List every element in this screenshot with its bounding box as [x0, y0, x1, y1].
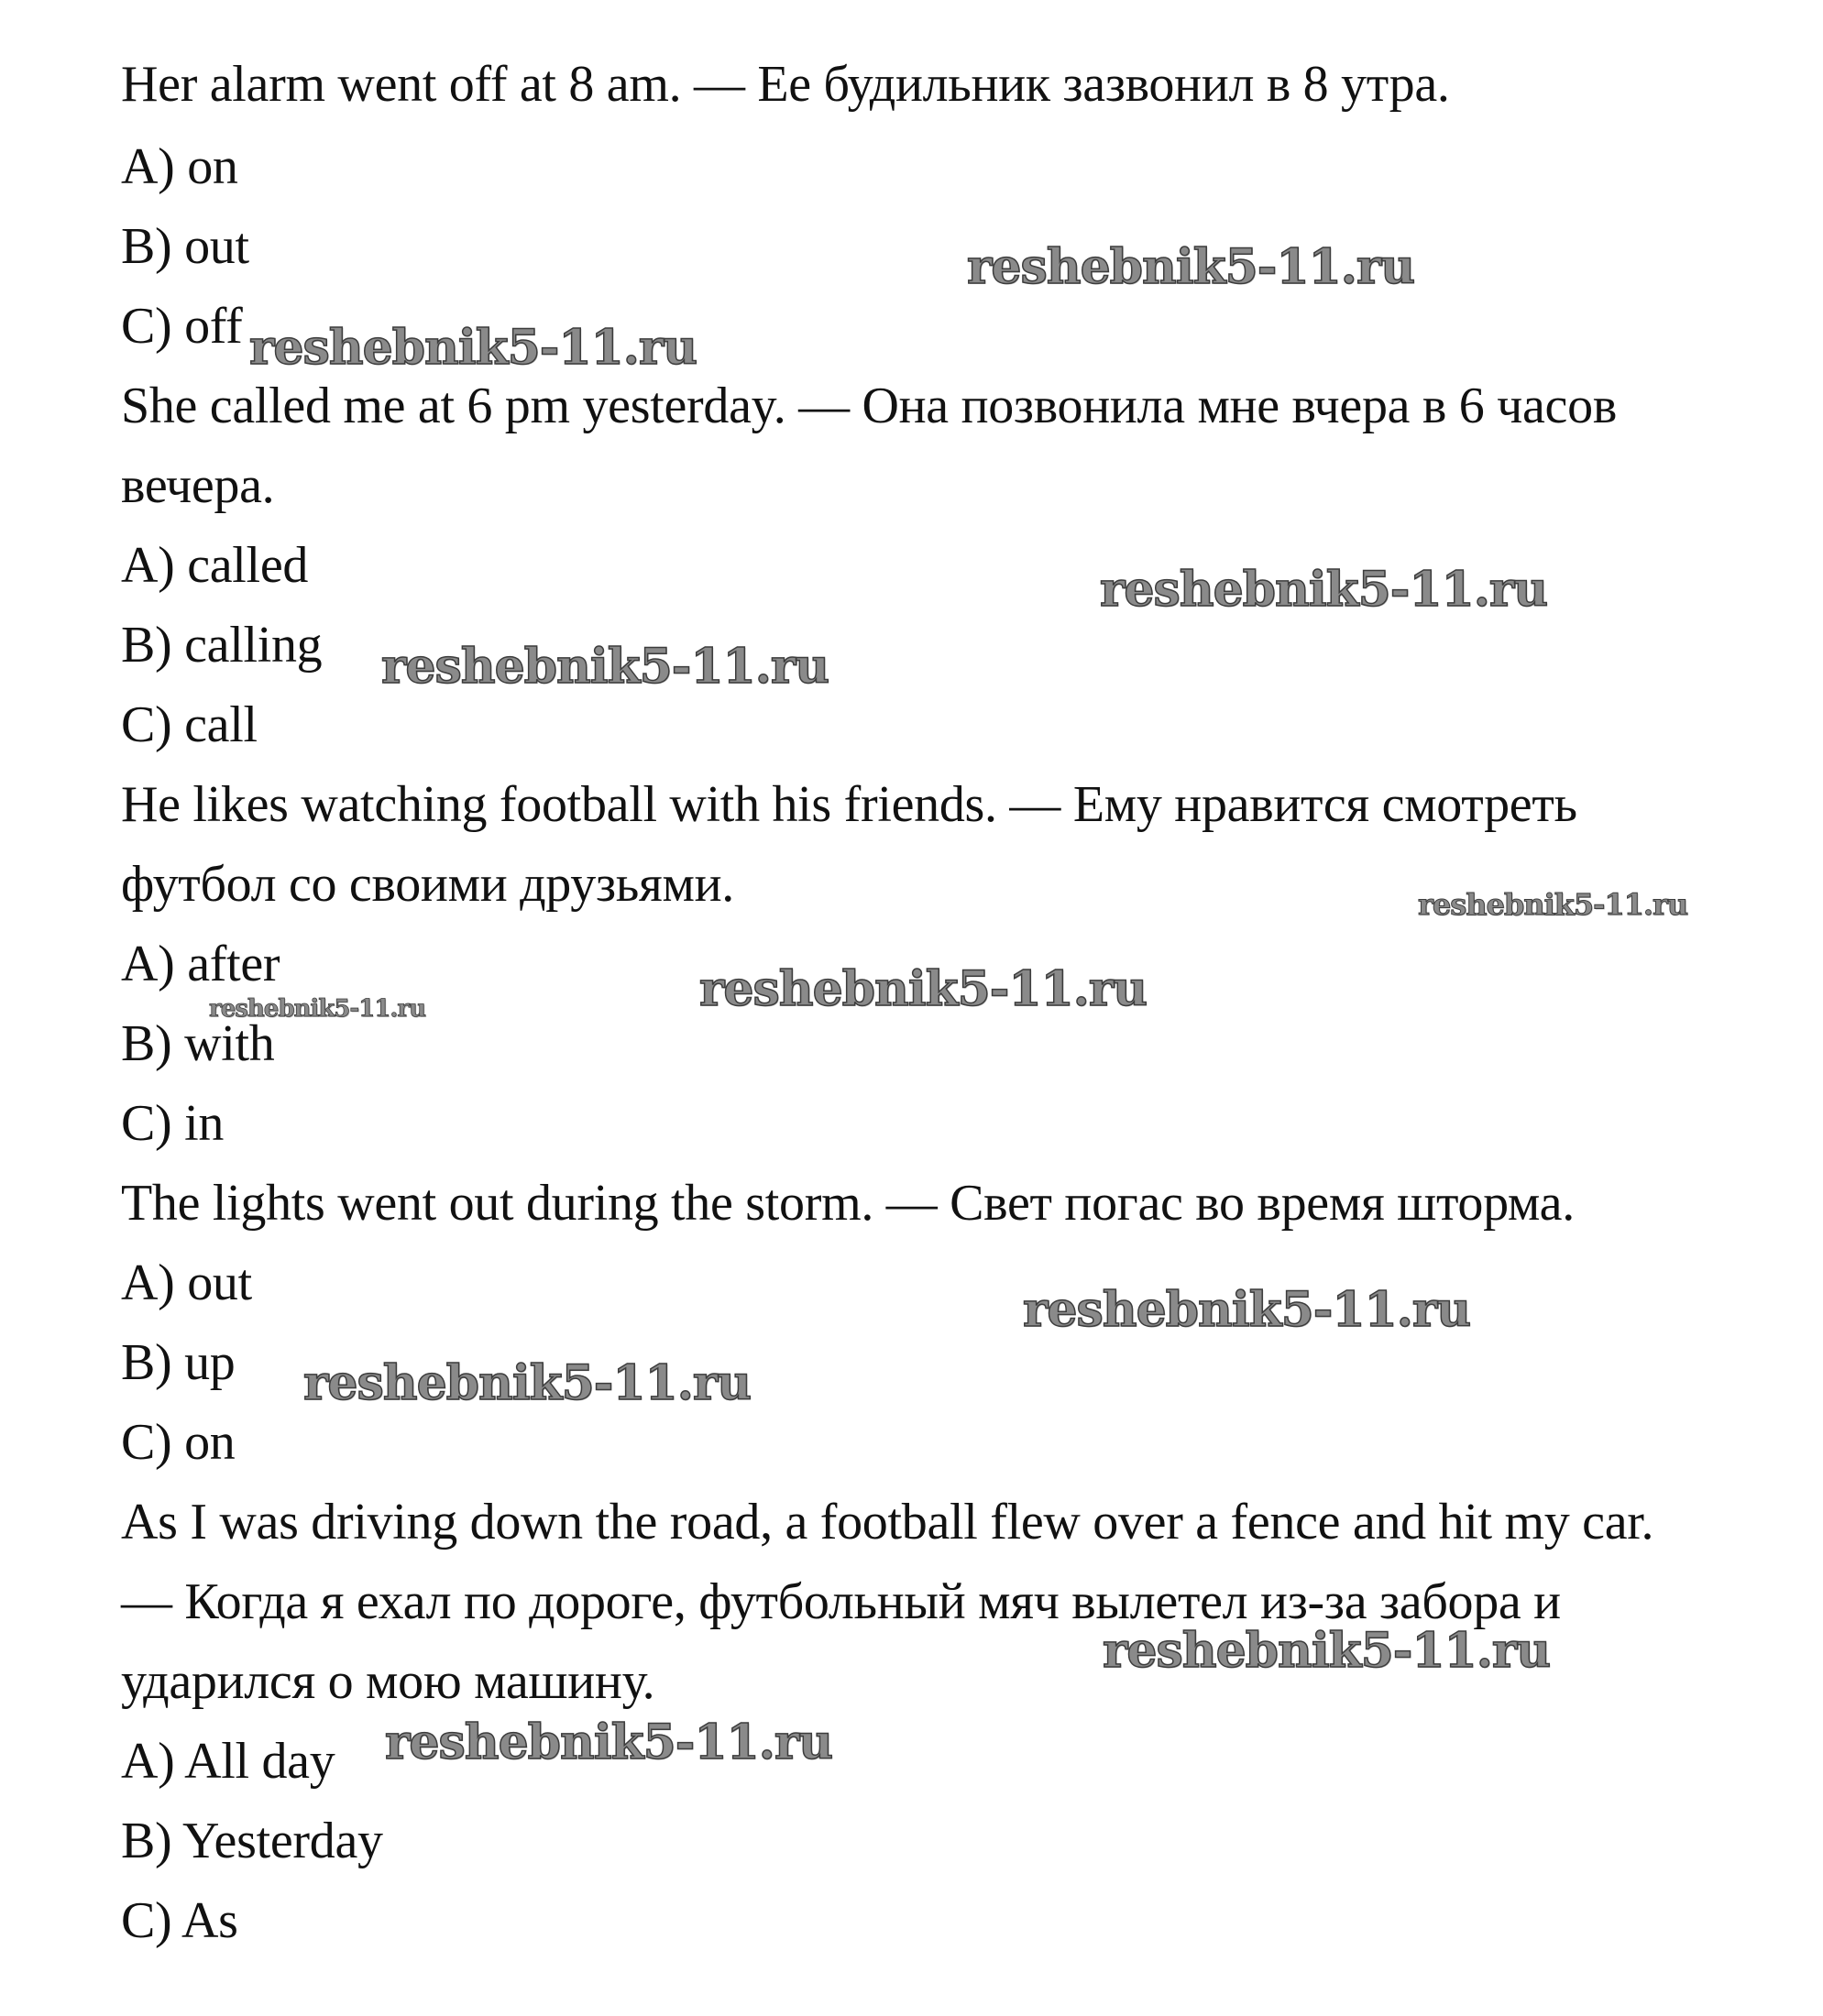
watermark: reshebnik5-11.ru — [699, 961, 1148, 1017]
question-2-option-a: A) called — [121, 537, 309, 594]
question-2-text-line-1: She called me at 6 pm yesterday. — Она позвонила мне вчера в 6 часов — [121, 378, 1617, 434]
question-5-text-line-2: — Когда я ехал по дороге, футбольный мяч вылетел из-за забора и — [121, 1573, 1561, 1630]
question-3-text-line-2: футбол со своими друзьями. — [121, 856, 734, 913]
question-3-option-c: C) in — [121, 1095, 225, 1152]
watermark: reshebnik5-11.ru — [1103, 1623, 1551, 1679]
watermark: reshebnik5-11.ru — [1100, 562, 1548, 618]
watermark: reshebnik5-11.ru — [249, 320, 697, 376]
watermark: reshebnik5-11.ru — [967, 239, 1415, 295]
question-3-option-b: B) with — [121, 1015, 275, 1072]
question-5-option-a: A) All day — [121, 1733, 335, 1790]
watermark: reshebnik5-11.ru — [1418, 887, 1688, 922]
question-2-option-b: B) calling — [121, 617, 323, 674]
question-1-option-c: C) off — [121, 298, 243, 355]
question-5-option-c: C) As — [121, 1892, 238, 1949]
question-4-option-a: A) out — [121, 1255, 252, 1311]
question-1-option-a: A) on — [121, 138, 238, 195]
question-5-option-b: B) Yesterday — [121, 1813, 383, 1869]
question-5-text-line-3: ударился о мою машину. — [121, 1653, 655, 1710]
question-3-option-a: A) after — [121, 936, 280, 992]
question-4-option-c: C) on — [121, 1414, 236, 1471]
question-4-text: The lights went out during the storm. — Свет погас во время шторма. — [121, 1175, 1575, 1232]
question-2-text-line-2: вечера. — [121, 457, 275, 514]
question-1-option-b: B) out — [121, 218, 249, 275]
question-3-text-line-1: He likes watching football with his friends. — Ему нравится смотреть — [121, 776, 1577, 833]
watermark: reshebnik5-11.ru — [381, 639, 829, 695]
question-1-text: Her alarm went off at 8 am. — Ее будильник зазвонил в 8 утра. — [121, 56, 1450, 113]
question-5-text-line-1: As I was driving down the road, a football flew over a fence and hit my car. — [121, 1494, 1654, 1550]
question-2-option-c: C) call — [121, 696, 258, 753]
watermark: reshebnik5-11.ru — [1023, 1282, 1471, 1338]
watermark: reshebnik5-11.ru — [303, 1355, 752, 1411]
question-4-option-b: B) up — [121, 1334, 236, 1391]
watermark: reshebnik5-11.ru — [209, 995, 426, 1023]
watermark: reshebnik5-11.ru — [385, 1715, 833, 1770]
